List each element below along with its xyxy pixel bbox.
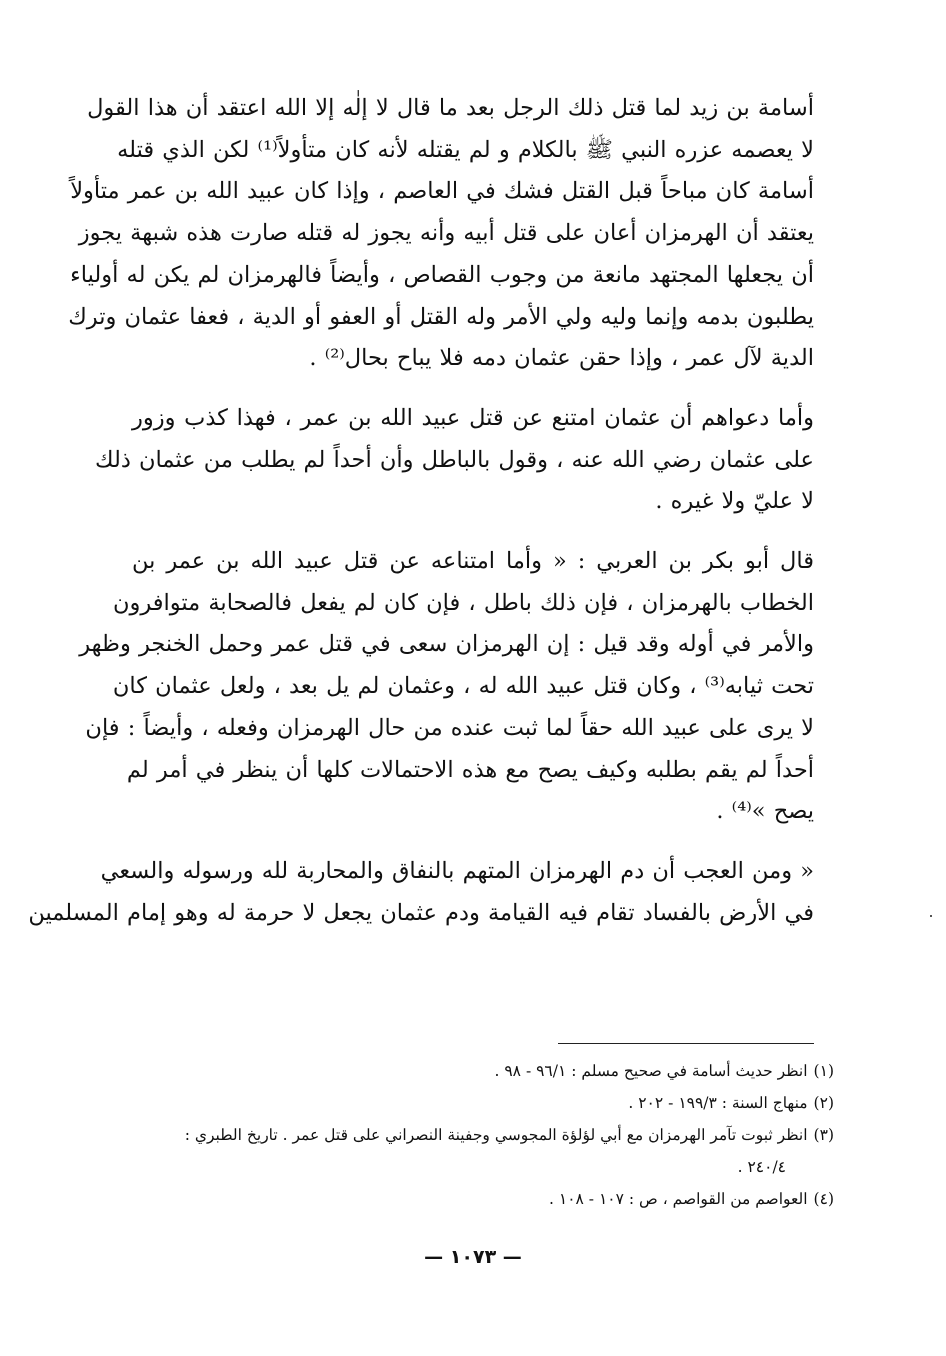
text-line: لا يرى على عبيد الله حقاً لما ثبت عنده من حال الهرمزان وفعله ، وأيضاً : فإن (85, 714, 814, 741)
paragraph-2 (95, 398, 814, 523)
footnote-number: (٢) (813, 1094, 834, 1112)
text-line: أسامة كان مباحاً قبل القتل فشك في العاصم ، وإذا كان عبيد الله بن عمر متأولاً (70, 178, 814, 205)
text-line: الخطاب بالهرمزان ، فإن ذلك باطل ، فإن كان لم يفعل فالصحابة متوافرون (112, 589, 814, 616)
text-line: « ومن العجب أن دم الهرمزان المتهم بالنفاق والمحاربة لله ورسوله والسعي (100, 857, 814, 884)
scan-speck (930, 915, 932, 917)
text-line: تحت ثيابه⁽³⁾ ، وكان قتل عبيد الله له ، وعثمان لم يل بعد ، ولعل عثمان كان (112, 673, 814, 700)
text-line: الدية لآل عمر ، وإذا حقن عثمان دمه فلا يباح بحال⁽²⁾ . (309, 345, 814, 372)
footnote-text: العواصم من القواصم ، ص : ١٠٧ - ١٠٨ . (549, 1190, 808, 1208)
footnote-text: انظر ثبوت تآمر الهرمزان مع أبي لؤلؤة المجوسي وجفينة النصراني على قتل عمر . تاريخ الطبري : (184, 1126, 808, 1144)
text-line: يعتقد أن الهرمزان أعان على قتل أبيه وأنه يجوز له قتله صارت هذه شبهة يجوز (78, 220, 814, 247)
footnotes (132, 1055, 834, 1215)
paragraph-3 (79, 541, 814, 833)
text-line: قال أبو بكر بن العربي : « وأما امتناعه عن قتل عبيد الله بن عمر بن (132, 548, 814, 575)
footnote-3-continuation: ٢٤٠/٤ . (737, 1158, 786, 1176)
footnote-2 (132, 1087, 834, 1119)
text-line: أسامة بن زيد لما قتل ذلك الرجل بعد ما قال لا إلٰه إلا الله اعتقد أن هذا القول (87, 95, 814, 121)
footnote-text: منهاج السنة : ١٩٩/٣ - ٢٠٢ . (628, 1094, 808, 1112)
text-line: والأمر في أوله وقد قيل : إن الهرمزان سعى في قتل عمر وحمل الخنجر وظهر (79, 631, 814, 658)
text-line: لا يعصمه عزره النبي ﷺ بالكلام و لم يقتله لأنه كان متأولاً⁽¹⁾ لكن الذي قتله (117, 136, 814, 163)
footnote-text: انظر حديث أسامة في صحيح مسلم : ٩٦/١ - ٩٨ . (494, 1062, 808, 1080)
paragraph-1 (68, 88, 814, 380)
footnote-4 (132, 1183, 834, 1215)
text-line: على عثمان رضي الله عنه ، وقول بالباطل وأن أحداً لم يطلب من عثمان ذلك (95, 446, 814, 473)
footnote-1 (132, 1055, 834, 1087)
text-line: وأما دعواهم أن عثمان امتنع عن قتل عبيد الله بن عمر ، فهذا كذب وزور (132, 404, 814, 431)
footnote-number: (١) (813, 1062, 834, 1080)
page-number: — ١٠٧٣ — (424, 1246, 522, 1268)
text-line: يطلبون بدمه وإنما وليه ولي الأمر وله القتل أو العفو أو الدية ، فعفا عثمان وترك (68, 303, 814, 330)
footnote-divider (558, 1043, 814, 1044)
paragraph-4 (28, 851, 814, 934)
text-line: في الأرض بالفساد تقام فيه القيامة ودم عثمان يجعل لا حرمة له وهو إمام المسلمين (28, 899, 814, 926)
footnote-number: (٣) (813, 1126, 834, 1144)
text-line: يصح »⁽⁴⁾ . (716, 798, 814, 825)
text-line: أحداً لم يقم بطلبه وكيف يصح مع هذه الاحتمالات كلها أن ينظر في أمر لم (126, 756, 814, 783)
text-line: لا عليّ ولا غيره . (655, 488, 814, 515)
footnote-3 (132, 1119, 834, 1151)
main-text (28, 88, 814, 934)
footnote-number: (٤) (813, 1190, 834, 1208)
text-line: أن يجعلها المجتهد مانعة من وجوب القصاص ، وأيضاً فالهرمزان لم يكن له أولياء (70, 261, 814, 288)
